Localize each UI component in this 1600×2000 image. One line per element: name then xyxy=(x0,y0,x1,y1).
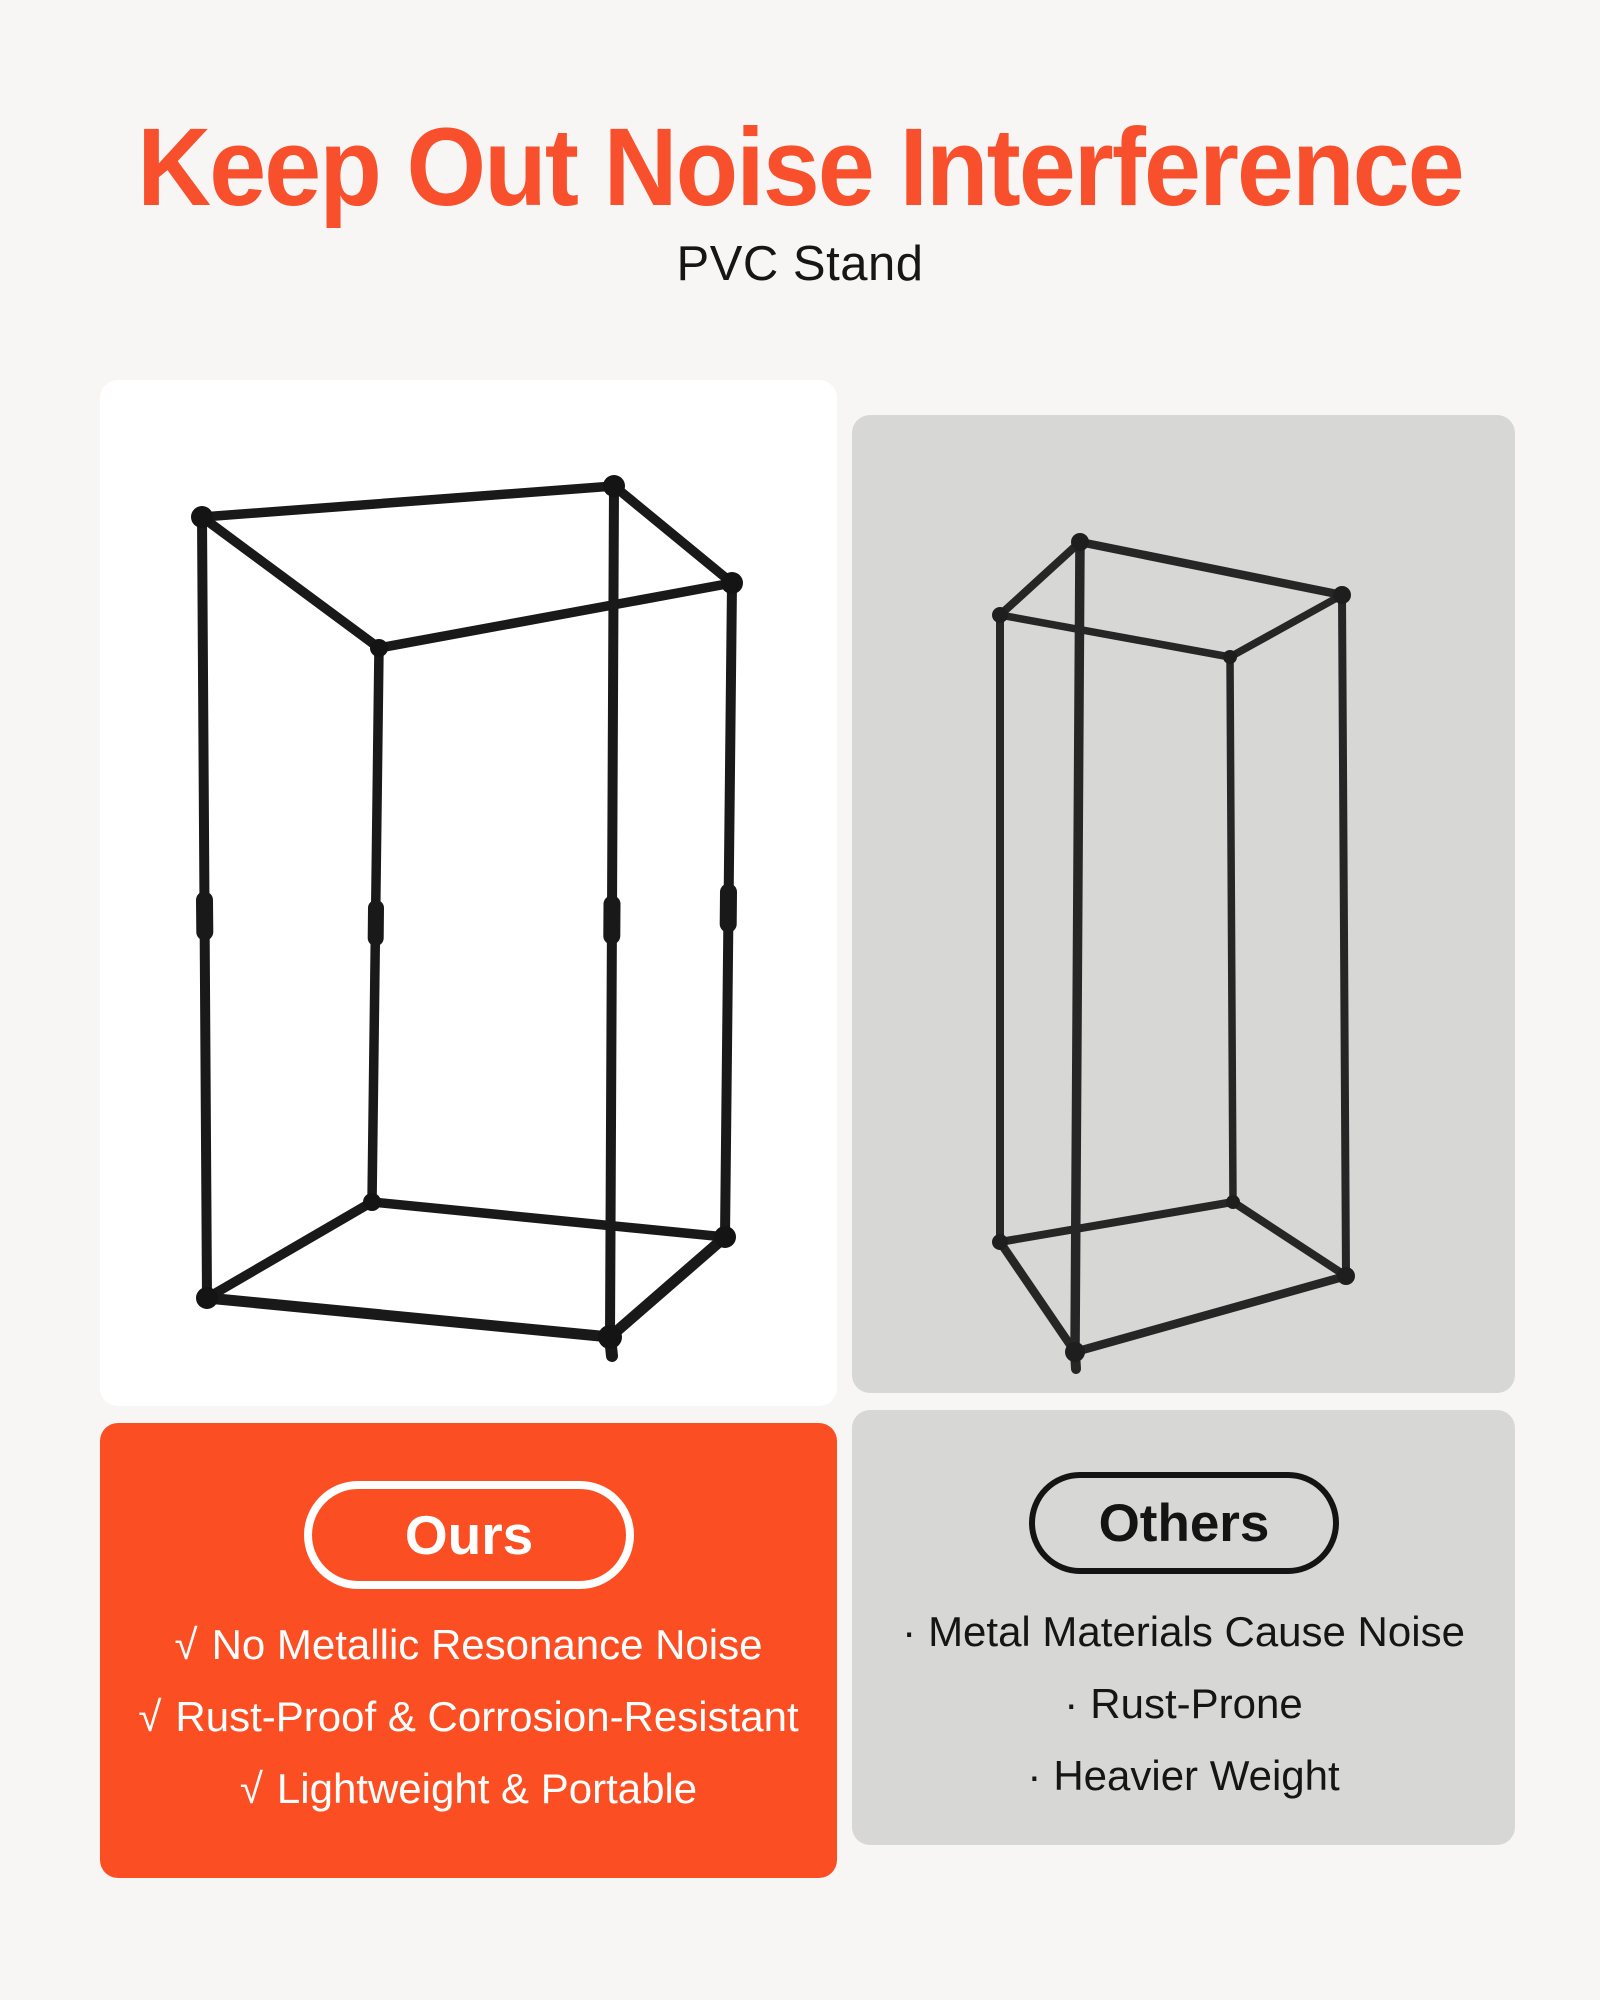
ours-feature-row xyxy=(100,1616,837,1674)
others-feature-row xyxy=(852,1675,1515,1733)
ours-badge-label: Ours xyxy=(404,1504,534,1566)
ours-feature-text: Rust-Proof & Corrosion-Resistant xyxy=(175,1693,799,1740)
check-icon: √ xyxy=(138,1693,162,1740)
page-title: Keep Out Noise Interference xyxy=(137,106,1463,229)
metal-stand-image xyxy=(852,415,1515,1393)
check-icon: √ xyxy=(174,1621,198,1668)
others-badge xyxy=(1029,1472,1339,1574)
ours-feature-row xyxy=(100,1688,837,1746)
others-feature-text: Metal Materials Cause Noise xyxy=(928,1608,1465,1655)
others-badge-label: Others xyxy=(1098,1493,1270,1553)
bullet-icon: · xyxy=(1064,1680,1079,1727)
others-feature-row xyxy=(852,1603,1515,1661)
ours-badge xyxy=(304,1481,634,1589)
ours-feature-row xyxy=(100,1760,837,1818)
others-feature-row xyxy=(852,1747,1515,1805)
ours-feature-text: Lightweight & Portable xyxy=(276,1765,698,1812)
elbow-fittings xyxy=(191,475,743,1349)
ours-image-panel xyxy=(100,380,837,1406)
page-subtitle: PVC Stand xyxy=(676,237,924,291)
bullet-icon: · xyxy=(1027,1752,1042,1799)
others-feature-panel xyxy=(852,1410,1515,1845)
others-feature-text: Rust-Prone xyxy=(1090,1680,1303,1727)
ours-feature-panel xyxy=(100,1423,837,1878)
check-icon: √ xyxy=(239,1765,263,1812)
others-image-panel xyxy=(852,415,1515,1393)
ours-feature-text: No Metallic Resonance Noise xyxy=(211,1621,763,1668)
pvc-stand-image xyxy=(100,380,837,1406)
bullet-icon: · xyxy=(902,1608,917,1655)
others-feature-text: Heavier Weight xyxy=(1053,1752,1340,1799)
